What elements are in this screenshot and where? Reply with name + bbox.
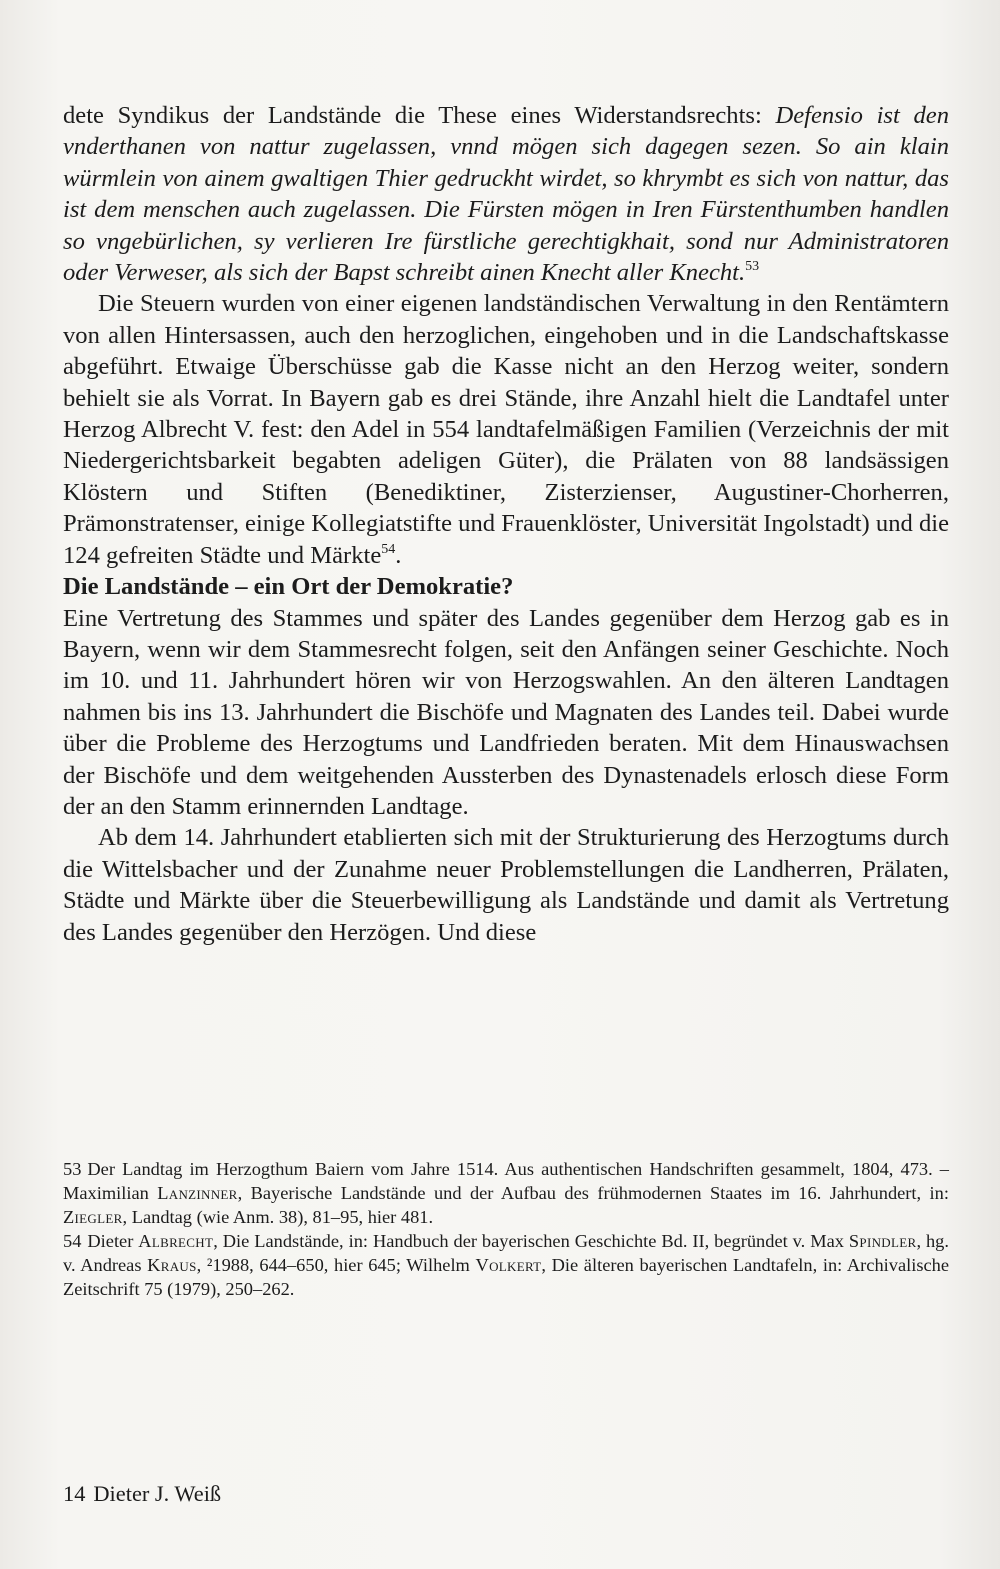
running-author: Dieter J. Weiß (93, 1481, 222, 1506)
footnote-text: Der Landtag im Herzogthum Baiern vom Jahre 1514. Aus authentischen Handschriften gesammelt, 1804, 473. – Maximilian (63, 1159, 949, 1203)
author-name: Kraus (147, 1254, 197, 1275)
paragraph-1 (63, 100, 949, 288)
footnote-number: 54 (63, 1230, 82, 1251)
paragraph-2 (63, 288, 949, 571)
footnote-text: Dieter (87, 1230, 139, 1251)
main-text (63, 100, 949, 948)
author-name: Spindler (848, 1230, 917, 1251)
paragraph-1-text: dete Syndikus der Landstände die These eines Widerstandsrechts: (63, 102, 776, 129)
footnote-ref-53[interactable]: 53 (745, 259, 760, 275)
footnote-text: , Bayerische Landstände und der Aufbau des frühmodernen Staates im 16. Jahrhundert, in: (237, 1182, 949, 1203)
section-heading: Die Landstände – ein Ort der Demokratie? (63, 573, 514, 601)
author-name: Lanzinner (157, 1182, 238, 1203)
footnote-text: , Die älteren bayerischen Landtafeln, in: Archivalische Zeitschrift 75 (1979), 250–262. (63, 1254, 949, 1299)
paragraph-4: Ab dem 14. Jahrhundert etablierten sich mit der Strukturierung des Herzogtums durch die Wittelsbacher und der Zunahme neuer Problemstellungen die Landherren, Prälaten, Städte und Märkte über die Steuerbewilligung als Landstände und damit als Vertretung des Landes gegenüber den Herzögen. Und diese (63, 824, 949, 946)
footnote-text: , Landtag (wie Anm. 38), 81–95, hier 481. (122, 1206, 434, 1227)
author-name: Ziegler (63, 1206, 123, 1227)
paragraph-2-text: Die Steuern wurden von einer eigenen landständischen Verwaltung in den Rentämtern von allen Hintersassen, auch den herzoglichen, eingehoben und in die Landschaftskasse abgeführt. Etwaige Überschüsse gab die Kasse nicht an den Herzog weiter, sondern behielt sie als Vorrat. In Bayern gab es drei Stände, ihre Anzahl hielt die Landtafel unter Herzog Albrecht V. fest: den Adel in 554 landtafelmäßigen Familien (Verzeichnis der mit Niedergerichtsbarkeit begabten adeligen Güter), die Prälaten von 88 landsässigen Klöstern und Stiften (Benediktiner, Zisterzienser, Augustiner-Chorherren, Prämonstratenser, einige Kollegiatstifte und Frauenklöster, Universität Ingolstadt) und die 124 gefreiten Städte und Märkte (63, 290, 949, 569)
author-name: Albrecht (138, 1230, 214, 1251)
paragraph-3: Eine Vertretung des Stammes und später des Landes gegenüber dem Herzog gab es in Bayern, wenn wir dem Stammesrecht folgen, seit den Anfängen seiner Geschichte. Noch im 10. und 11. Jahrhundert hören wir von Herzogswahlen. An den älteren Landtagen nahmen bis ins 13. Jahrhundert die Bischöfe und Magnaten des Landes teil. Dabei wurde über die Probleme des Herzogtums und Landfrieden beraten. Mit dem Hinauswachsen der Bischöfe und dem weitgehenden Aussterben des Dynastenadels erlosch diese Form der an den Stamm erinnernden Landtage. (63, 604, 949, 820)
page-footer (63, 1479, 221, 1509)
footnote-text: , hg. v. Andreas (63, 1230, 949, 1275)
footnotes (63, 1158, 949, 1301)
footnote-53 (63, 1158, 949, 1230)
footnote-54 (63, 1230, 949, 1302)
quotation: Defensio ist den vnderthanen von nattur zugelassen, vnnd mögen sich dagegen sezen. So ain klain würmlein von ainem gwaltigen Thier gedruckht wirdet, so khrymbt es sich von nattur, das ist dem menschen auch zugelassen. Die Fürsten mögen in Iren Fürstenthumben handlen so vngebürlichen, sy verlieren Ire fürstliche gerechtigkhait, sond nur Administratoren oder Verweser, als sich der Bapst schreibt ainen Knecht aller Knecht. (63, 102, 949, 287)
page-number: 14 (63, 1481, 86, 1506)
footnote-text: , Die Landstände, in: Handbuch der bayerischen Geschichte Bd. II, begründet v. Max (213, 1230, 849, 1251)
footnote-number: 53 (63, 1159, 82, 1179)
footnote-ref-54[interactable]: 54 (381, 541, 396, 557)
paragraph-2-end: . (395, 541, 402, 569)
author-name: Volkert (475, 1254, 542, 1275)
footnote-text: , ²1988, 644–650, hier 645; Wilhelm (196, 1254, 476, 1275)
